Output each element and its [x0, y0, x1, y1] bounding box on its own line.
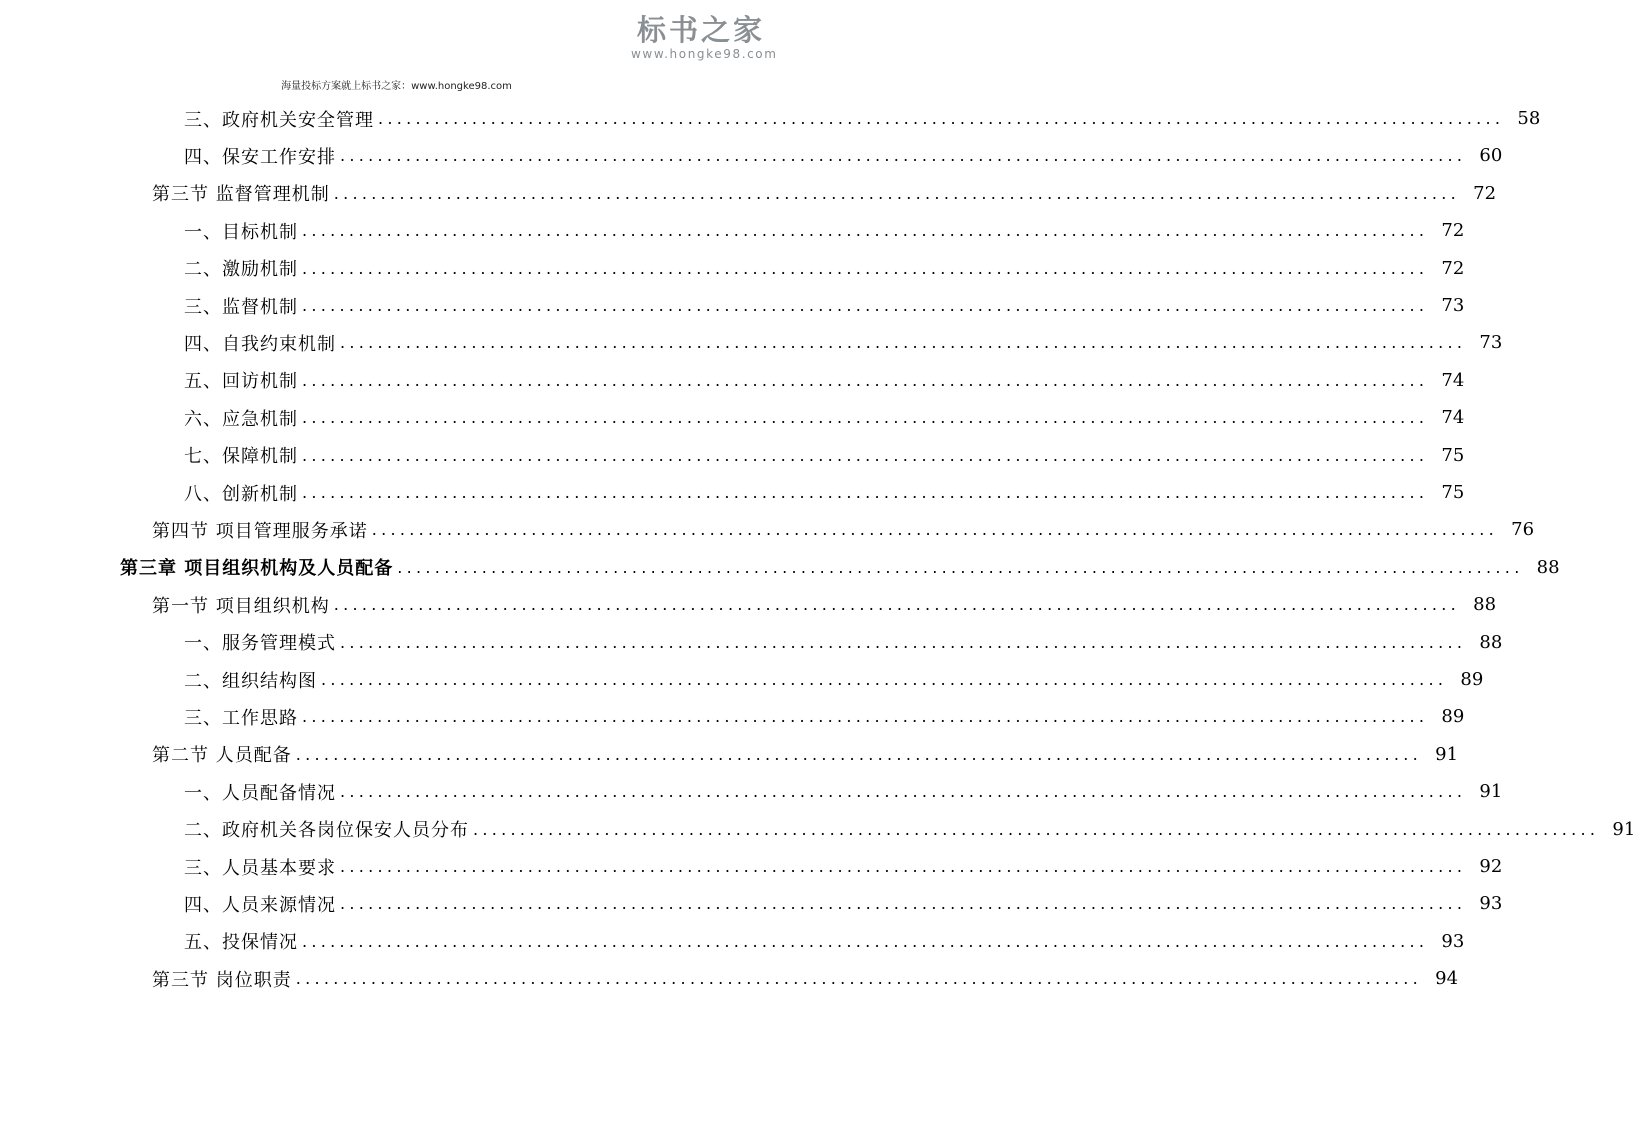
toc-entry-page-number: 93	[1479, 893, 1503, 915]
toc-entry-label: 第三节 岗位职责	[152, 969, 292, 991]
toc-entry[interactable]	[184, 212, 1465, 249]
toc-entry-label: 二、激励机制	[184, 259, 298, 281]
toc-entry[interactable]	[184, 474, 1465, 511]
toc-entry[interactable]	[184, 923, 1465, 960]
toc-leader-dots: ........................................................................................................................	[295, 744, 1423, 764]
toc-leader-dots: ........................................................................................................................	[302, 483, 1429, 502]
toc-entry-page-number: 88	[1536, 556, 1560, 578]
toc-entry-label: 五、投保情况	[184, 932, 298, 954]
toc-leader-dots: ........................................................................................................................	[302, 258, 1429, 278]
toc-entry-label: 八、创新机制	[184, 483, 298, 505]
toc-leader-dots: ........................................................................................................................	[340, 632, 1467, 652]
toc-entry[interactable]	[184, 137, 1503, 174]
toc-entry-page-number: 91	[1435, 743, 1459, 765]
toc-entry[interactable]	[184, 399, 1465, 436]
toc-entry-page-number: 74	[1441, 369, 1465, 391]
toc-leader-dots: ........................................................................................................................	[302, 408, 1429, 428]
toc-entry[interactable]	[184, 661, 1484, 698]
toc-entry[interactable]	[184, 698, 1465, 735]
toc-entry-page-number: 58	[1517, 108, 1541, 129]
toc-entry-label: 二、组织结构图	[184, 670, 317, 692]
toc-leader-dots: ........................................................................................................................	[340, 894, 1467, 914]
logo-url: www.hongke98.com	[631, 47, 778, 61]
toc-entry-label: 四、自我约束机制	[184, 333, 336, 355]
toc-leader-dots: ........................................................................................................................	[302, 370, 1429, 390]
toc-leader-dots: ........................................................................................................................	[340, 146, 1467, 166]
toc-entry-label: 三、人员基本要求	[184, 857, 336, 879]
toc-entry-page-number: 72	[1473, 182, 1497, 204]
toc-leader-dots: ........................................................................................................................	[340, 857, 1467, 876]
toc-entry-page-number: 89	[1460, 669, 1484, 690]
header-note: 海量投标方案就上标书之家：www.hongke98.com	[281, 81, 512, 92]
toc-entry[interactable]	[152, 511, 1535, 548]
toc-entry-page-number: 92	[1479, 856, 1503, 877]
toc-leader-dots: ........................................................................................................................	[321, 670, 1448, 689]
toc-entry-page-number: 72	[1441, 257, 1465, 279]
toc-entry-label: 第三节 监督管理机制	[152, 184, 330, 206]
toc-entry-label: 三、工作思路	[184, 707, 298, 729]
toc-entry[interactable]	[184, 324, 1503, 361]
toc-entry-page-number: 91	[1479, 781, 1503, 803]
toc-leader-dots: ........................................................................................................................	[302, 445, 1429, 465]
toc-entry-label: 六、应急机制	[184, 408, 298, 430]
toc-entry-label: 四、保安工作安排	[184, 146, 336, 168]
toc-entry-label: 第四节 项目管理服务承诺	[152, 520, 368, 542]
toc-entry-page-number: 94	[1435, 968, 1459, 990]
toc-entry-label: 第二节 人员配备	[152, 745, 292, 767]
logo-title: 标书之家	[636, 13, 765, 47]
toc-entry-page-number: 74	[1441, 407, 1465, 429]
toc-entry[interactable]	[184, 885, 1503, 922]
toc-entry[interactable]	[184, 624, 1503, 661]
toc-leader-dots: ........................................................................................................................	[302, 931, 1429, 951]
site-logo	[631, 13, 778, 61]
toc-entry[interactable]	[184, 848, 1503, 885]
toc-entry-label: 四、人员来源情况	[184, 894, 336, 916]
toc-entry-page-number: 60	[1479, 145, 1503, 167]
toc-leader-dots: ........................................................................................................................	[302, 707, 1429, 727]
toc-entry-page-number: 76	[1511, 519, 1535, 541]
toc-entry-page-number: 89	[1441, 706, 1465, 728]
toc-entry-label: 五、回访机制	[184, 371, 298, 393]
toc-leader-dots: ........................................................................................................................	[340, 782, 1467, 802]
toc-leader-dots: ........................................................................................................................	[378, 109, 1505, 128]
toc-entry-page-number: 93	[1441, 930, 1465, 952]
toc-entry-page-number: 88	[1473, 594, 1497, 616]
toc-entry-label: 七、保障机制	[184, 446, 298, 468]
toc-leader-dots: ........................................................................................................................	[473, 819, 1600, 839]
toc-entry-label: 第一节 项目组织机构	[152, 595, 330, 617]
toc-entry-page-number: 75	[1441, 482, 1465, 503]
toc-leader-dots: ........................................................................................................................	[397, 557, 1524, 577]
toc-entry-label: 一、人员配备情况	[184, 782, 336, 804]
toc-entry-page-number: 73	[1441, 295, 1465, 316]
toc-leader-dots: ........................................................................................................................	[302, 221, 1429, 241]
toc-entry-label: 二、政府机关各岗位保安人员分布	[184, 820, 469, 842]
toc-entry-page-number: 72	[1441, 220, 1465, 242]
toc-leader-dots: ........................................................................................................................	[333, 595, 1461, 615]
toc-leader-dots: ........................................................................................................................	[302, 296, 1429, 315]
toc-entry[interactable]	[184, 362, 1465, 399]
toc-leader-dots: ........................................................................................................................	[295, 969, 1423, 989]
toc-entry[interactable]	[184, 287, 1465, 324]
toc-entry[interactable]	[184, 437, 1465, 474]
toc-entry-label: 三、监督机制	[184, 296, 298, 318]
toc-entry[interactable]	[184, 250, 1465, 287]
toc-leader-dots: ........................................................................................................................	[333, 183, 1461, 203]
toc-entry[interactable]	[152, 960, 1459, 997]
toc-entry[interactable]	[152, 586, 1497, 623]
toc-entry-page-number: 91	[1612, 818, 1635, 840]
toc-entry[interactable]	[184, 100, 1541, 137]
toc-entry[interactable]	[152, 175, 1497, 212]
toc-entry-label: 三、政府机关安全管理	[184, 109, 374, 131]
toc-entry-label: 一、目标机制	[184, 221, 298, 243]
toc-entry-page-number: 73	[1479, 332, 1503, 354]
toc-entry-page-number: 88	[1479, 631, 1503, 653]
toc-leader-dots: ........................................................................................................................	[340, 333, 1467, 353]
toc-entry[interactable]	[184, 773, 1503, 810]
toc-entry[interactable]	[152, 736, 1459, 773]
toc-entry[interactable]	[184, 811, 1635, 848]
toc-entry-label: 一、服务管理模式	[184, 633, 336, 655]
toc-entry-page-number: 75	[1441, 444, 1465, 466]
toc-leader-dots: ........................................................................................................................	[371, 520, 1499, 540]
toc-entry[interactable]	[120, 549, 1560, 586]
toc-entry-label: 第三章 项目组织机构及人员配备	[120, 558, 394, 580]
